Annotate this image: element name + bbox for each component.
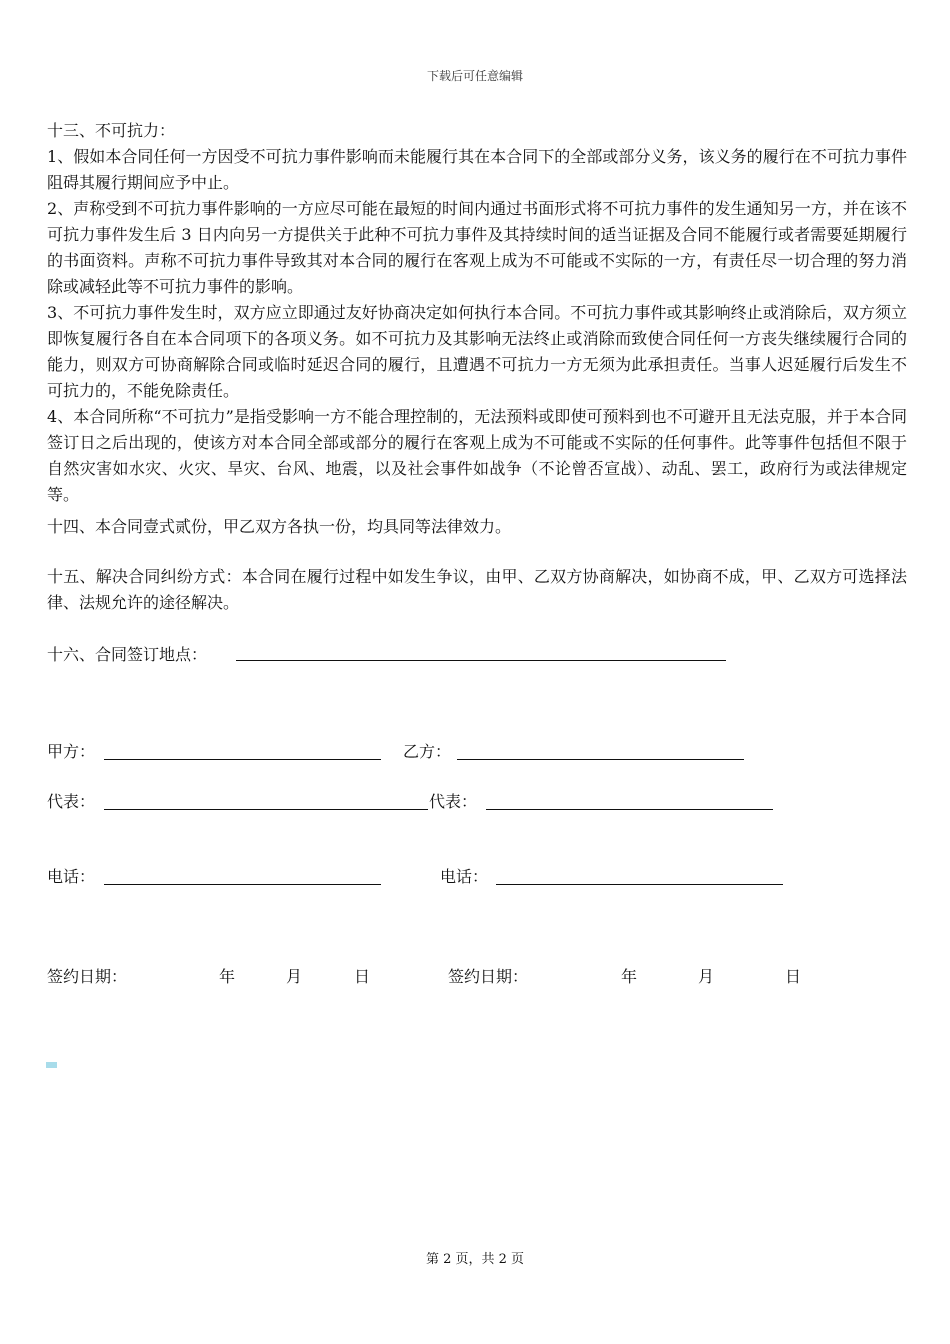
phone-a-label: 电话： (47, 867, 96, 886)
signing-place-field[interactable] (236, 660, 726, 661)
date-a-year: 年 (219, 967, 236, 986)
date-b-label: 签约日期： (448, 967, 529, 986)
highlight-mark (46, 1062, 57, 1068)
clause-2: 2、声称受到不可抗力事件影响的一方应尽可能在最短的时间内通过书面形式将不可抗力事件的发生通知另一方，并在该不可抗力事件发生后 3 日内向另一方提供关于此种不可抗力事件及其持续时间的适当证据及合同不能履行或者需要延期履行的书面资料。声称不可抗力事件导致其对本合同的履行在客观上成为不可能或不实际的一方，有责任尽一切合理的努力消除或减轻此等不可抗力事件的影响。 (47, 199, 907, 296)
clause-4: 4、本合同所称“不可抗力”是指受影响一方不能合理控制的，无法预料或即使可预料到也不可避开且无法克服，并于本合同签订日之后出现的，使该方对本合同全部或部分的履行在客观上成为不可能或不实际的任何事件。此等事件包括但不限于自然灾害如水灾、火灾、旱灾、台风、地震，以及社会事件如战争（不论曾否宣战）、动乱、罢工，政府行为或法律规定等。 (47, 407, 907, 504)
phone-b-label: 电话： (440, 867, 489, 886)
signing-place-label: 十六、合同签订地点： (47, 645, 208, 664)
clause-3: 3、不可抗力事件发生时，双方应立即通过友好协商决定如何执行本合同。不可抗力事件或其影响终止或消除后，双方须立即恢复履行各自在本合同项下的各项义务。如不可抗力及其影响无法终止或消除而致使合同任何一方丧失继续履行合同的能力，则双方可协商解除合同或临时延迟合同的履行，且遭遇不可抗力一方无须为此承担责任。当事人迟延履行后发生不可抗力的，不能免除责任。 (47, 303, 907, 400)
section-title: 十三、不可抗力： (47, 121, 176, 140)
party-b-field[interactable] (457, 759, 744, 760)
phone-a-field[interactable] (104, 884, 381, 885)
page-footer: 第 2 页，共 2 页 (425, 1252, 525, 1267)
date-b-year: 年 (621, 967, 638, 986)
clause-1: 1、假如本合同任何一方因受不可抗力事件影响而未能履行其在本合同下的全部或部分义务，该义务的履行在不可抗力事件阻碍其履行期间应予中止。 (47, 147, 907, 192)
page-header: 下载后可任意编辑 (426, 69, 523, 83)
date-a-label: 签约日期： (47, 967, 128, 986)
rep-b-field[interactable] (486, 809, 773, 810)
rep-a-label: 代表： (47, 792, 96, 811)
section-copies (47, 514, 907, 540)
phone-b-field[interactable] (496, 884, 783, 885)
date-b-day: 日 (785, 967, 802, 986)
section-disputes-text: 十五、解决合同纠纷方式：本合同在履行过程中如发生争议，由甲、乙双方协商解决，如协商不成，甲、乙双方可选择法律、法规允许的途径解决。 (47, 567, 907, 612)
party-b-label: 乙方： (403, 742, 452, 761)
date-a-day: 日 (354, 967, 371, 986)
rep-a-field[interactable] (104, 809, 428, 810)
date-b-month: 月 (698, 967, 715, 986)
party-a-field[interactable] (104, 759, 381, 760)
section-disputes (47, 564, 907, 616)
party-a-label: 甲方： (47, 742, 96, 761)
date-a-month: 月 (286, 967, 303, 986)
section-copies-text: 十四、本合同壹式贰份，甲乙双方各执一份，均具同等法律效力。 (47, 517, 512, 536)
section-force-majeure (47, 118, 907, 508)
rep-b-label: 代表： (429, 792, 478, 811)
